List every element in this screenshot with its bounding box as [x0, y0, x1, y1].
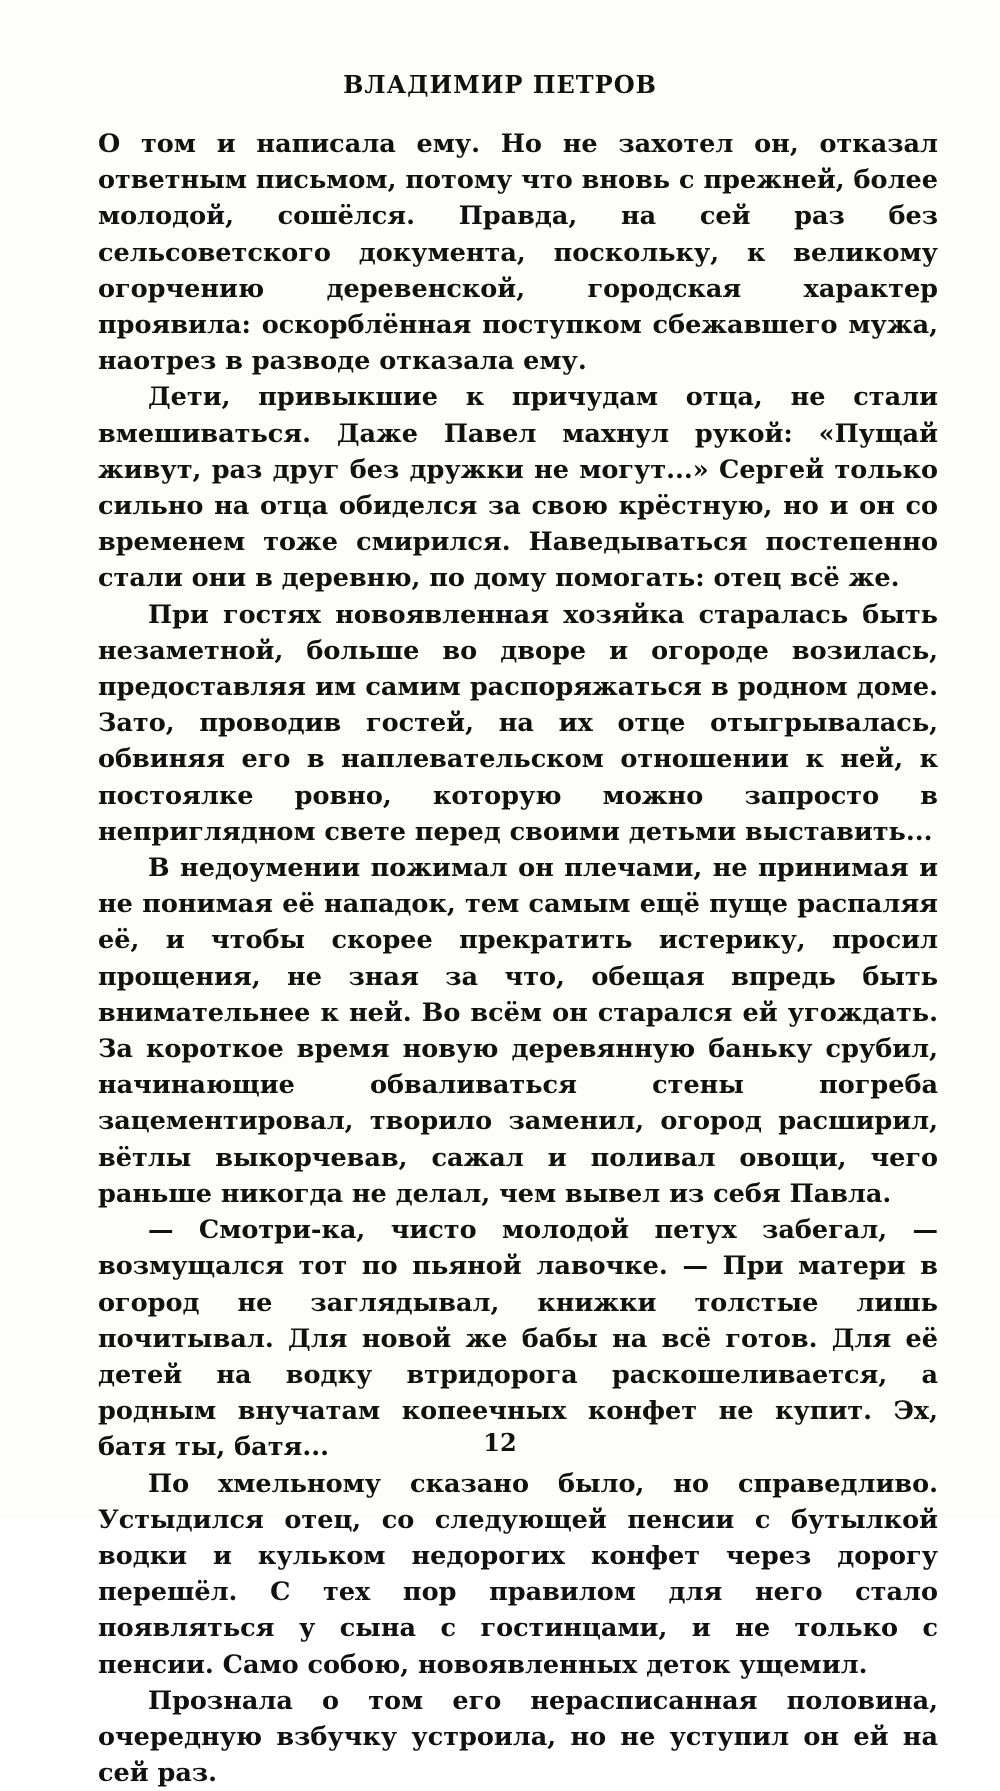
paragraph: При гостях новоявленная хозяйка старалась быть незаметной, больше во дворе и огороде возилась, предоставляя им самим распоряжаться в родном доме. Зато, проводив гостей, на их отце отыгрывалась, обвиняя его в наплевательском отношении к ней, к постоялке ровно, которую можно запросто в неприглядном свете перед своими детьми выставить...	[98, 599, 938, 847]
paragraph: — Смотри-ка, чисто молодой петух забегал, — возмущался тот по пьяной лавочке. — При матери в огород не заглядывал, книжки толстые лишь почитывал. Для новой же бабы на всё готов. Для её детей на водку втридорога раскошеливается, а родным внучатам копеечных конфет не купит. Эх, батя ты, батя...	[98, 1215, 938, 1463]
running-title: ВЛАДИМИР ПЕТРОВ	[343, 70, 657, 99]
paragraph: По хмельному сказано было, но справедливо. Устыдился отец, со следующей пенсии с бутылкой водки и кульком недорогих конфет через дорогу перешёл. С тех пор правилом для него стало появляться у сына с гостинцами, и не только с пенсии. Само собою, новоявленных деток ущемил.	[98, 1468, 938, 1680]
paragraph: Прознала о том его нерасписанная половина, очередную взбучку устроила, но не уступил он ей на сей раз.	[98, 1685, 938, 1789]
paragraph: О том и написала ему. Но не захотел он, отказал ответным письмом, потому что вновь с прежней, более молодой, сошёлся. Правда, на сей раз без сельсоветского документа, поскольку, к великому огорчению деревенской, городская характер проявила: оскорблённая поступком сбежавшего мужа, наотрез в разводе отказала ему.	[98, 129, 938, 377]
body-text	[98, 126, 938, 1791]
page-number: 12	[483, 1428, 517, 1457]
paragraph: Дети, привыкшие к причудам отца, не стали вмешиваться. Даже Павел махнул рукой: «Пущай живут, раз друг без дружки не могут...» Сергей только сильно на отца обиделся за свою крёстную, но и он со временем тоже смирился. Наведываться постепенно стали они в деревню, по дому помогать: отец всё же.	[98, 382, 938, 594]
paragraph: В недоумении пожимал он плечами, не принимая и не понимая её нападок, тем самым ещё пуще распаляя её, и чтобы скорее прекратить истерику, просил прощения, не зная за что, обещая впредь быть внимательнее к ней. Во всём он старался ей угождать. За короткое время новую деревянную баньку срубил, начинающие обваливаться стены погреба зацементировал, творило заменил, огород расширил, вётлы выкорчевав, сажал и поливал овощи, чего раньше никогда не делал, чем вывел из себя Павла.	[98, 853, 938, 1209]
